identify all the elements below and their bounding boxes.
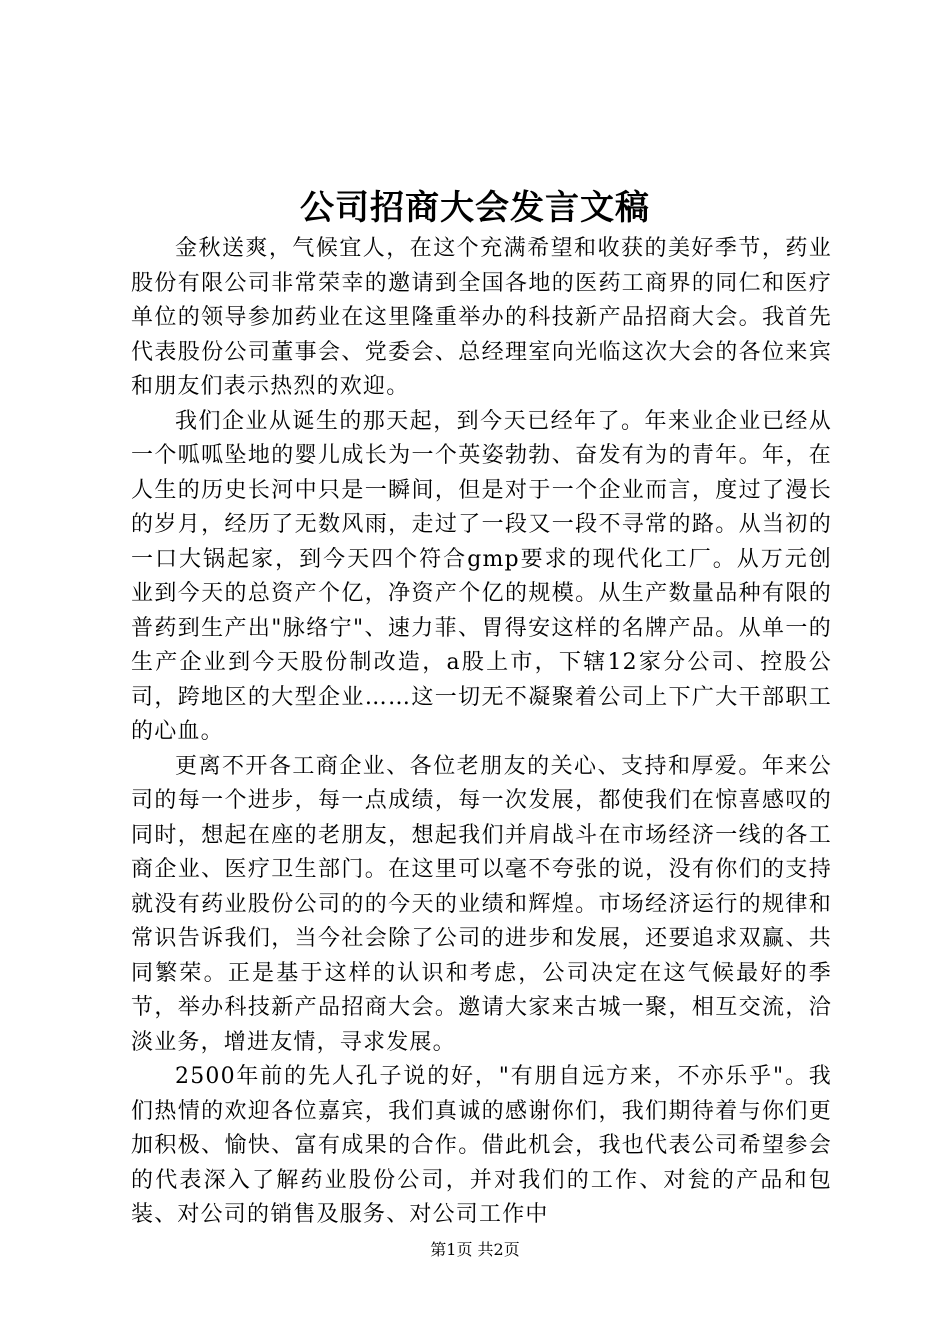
- page-number-footer: 第1页 共2页: [430, 1240, 520, 1259]
- paragraph-4: 2500年前的先人孔子说的好，"有朋自远方来，不亦乐乎"。我们热情的欢迎各位嘉宾，我们真诚的感谢你们，我们期待着与你们更加积极、愉快、富有成果的合作。借此机会，我也代表公司希望参会的代表深入了解药业股份公司，并对我们的工作、对瓮的产品和包装、对公司的销售及服务、对公司工作中: [131, 1064, 832, 1227]
- document-title: 公司招商大会发言文稿: [300, 188, 650, 228]
- paragraph-1: 金秋送爽，气候宜人，在这个充满希望和收获的美好季节，药业股份有限公司非常荣幸的邀请到全国各地的医药工商界的同仁和医疗单位的领导参加药业在这里隆重举办的科技新产品招商大会。我首先代表股份公司董事会、党委会、总经理室向光临这次大会的各位来宾和朋友们表示热烈的欢迎。: [131, 236, 832, 399]
- paragraph-3: 更离不开各工商企业、各位老朋友的关心、支持和厚爱。年来公司的每一个进步，每一点成绩，每一次发展，都使我们在惊喜感叹的同时，想起在座的老朋友，想起我们并肩战斗在市场经济一线的各工商企业、医疗卫生部门。在这里可以毫不夸张的说，没有你们的支持就没有药业股份公司的的今天的业绩和辉煌。市场经济运行的规律和常识告诉我们，当今社会除了公司的进步和发展，还要追求双赢、共同繁荣。正是基于这样的认识和考虑，公司决定在这气候最好的季节，举办科技新产品招商大会。邀请大家来古城一聚，相互交流，洽淡业务，增进友情，寻求发展。: [131, 753, 832, 1055]
- paragraph-2: 我们企业从诞生的那天起，到今天已经年了。年来业企业已经从一个呱呱坠地的婴儿成长为一个英姿勃勃、奋发有为的青年。年，在人生的历史长河中只是一瞬间，但是对于一个企业而言，度过了漫长的岁月，经历了无数风雨，走过了一段又一段不寻常的路。从当初的一口大锅起家，到今天四个符合gmp要求的现代化工厂。从万元创业到今天的总资产个亿，净资产个亿的规模。从生产数量品种有限的普药到生产出"脉络宁"、速力菲、胃得安这样的名牌产品。从单一的生产企业到今天股份制改造，a股上市，下辖12家分公司、控股公司，跨地区的大型企业……这一切无不凝聚着公司上下广大干部职工的心血。: [131, 408, 832, 744]
- document-body: [131, 232, 832, 1233]
